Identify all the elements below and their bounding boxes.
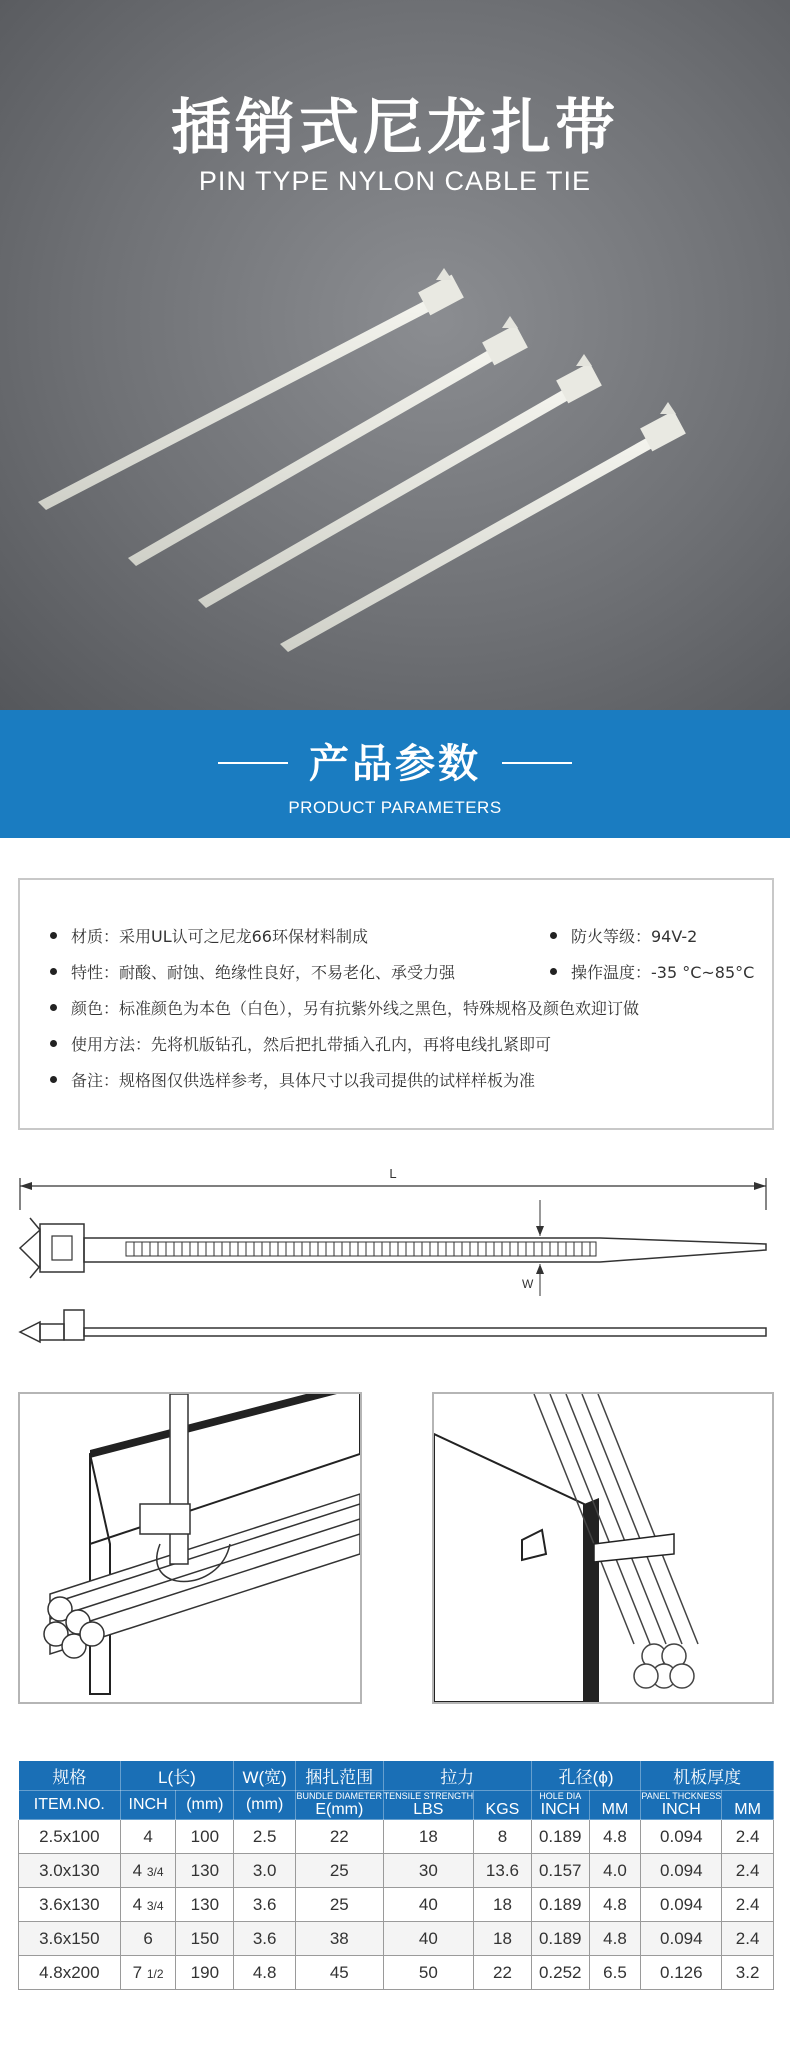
bullet-icon — [50, 1076, 57, 1083]
cell-panel-inch: 0.126 — [641, 1956, 722, 1990]
spec-material: 材质：采用UL认可之尼龙66环保材料制成 — [50, 924, 368, 947]
cell-mm: 100 — [176, 1820, 234, 1854]
cell-panel-mm: 2.4 — [722, 1888, 774, 1922]
hero-section — [0, 0, 790, 710]
cell-width: 3.6 — [234, 1888, 296, 1922]
bullet-icon — [50, 1004, 57, 1011]
cell-panel-inch: 0.094 — [641, 1820, 722, 1854]
cell-lbs: 40 — [383, 1888, 474, 1922]
cell-kgs: 18 — [474, 1888, 532, 1922]
table-row — [19, 1888, 774, 1922]
cell-item: 4.8x200 — [19, 1956, 121, 1990]
cell-hole-mm: 4.8 — [589, 1922, 641, 1956]
spec-features: 特性：耐酸、耐蚀、绝缘性良好，不易老化、承受力强 — [50, 960, 455, 983]
header-hole-en: HOLE DIA — [539, 1791, 582, 1801]
spec-fire-rating: 防火等级：94V-2 — [550, 924, 697, 947]
cell-inch — [120, 1888, 176, 1922]
header-lbs: TENSILE STRENGTH LBS — [383, 1791, 474, 1818]
cell-hole-mm: 4.0 — [589, 1854, 641, 1888]
cell-mm: 190 — [176, 1956, 234, 1990]
cell-hole-inch: 0.189 — [531, 1820, 589, 1854]
spec-table — [18, 1760, 774, 1990]
header-bundle-en: BUNDLE DIAMETER — [296, 1791, 383, 1801]
bullet-icon — [50, 968, 57, 975]
cell-bundle: 38 — [296, 1922, 384, 1956]
cell-width: 2.5 — [234, 1820, 296, 1854]
cell-mm: 130 — [176, 1854, 234, 1888]
cell-hole-inch: 0.252 — [531, 1956, 589, 1990]
header-item-en: ITEM.NO. — [19, 1791, 121, 1820]
cell-item: 2.5x100 — [19, 1820, 121, 1854]
cell-panel-mm: 3.2 — [722, 1956, 774, 1990]
header-length-mm: (mm) — [176, 1791, 234, 1820]
spec-table-body — [19, 1820, 774, 1990]
cell-width: 3.6 — [234, 1922, 296, 1956]
header-width-cn: W(宽) — [234, 1761, 296, 1791]
cell-panel-inch: 0.094 — [641, 1854, 722, 1888]
header-panel-inch: PANEL THCKNESS INCH — [641, 1791, 722, 1818]
cell-bundle: 25 — [296, 1854, 384, 1888]
cell-lbs: 40 — [383, 1922, 474, 1956]
cell-hole-mm: 4.8 — [589, 1888, 641, 1922]
table-row — [19, 1854, 774, 1888]
hero-title: 插销式尼龙扎带 — [171, 93, 619, 163]
cell-hole-inch: 0.189 — [531, 1922, 589, 1956]
cell-width: 3.0 — [234, 1854, 296, 1888]
header-kgs: KGS — [474, 1791, 532, 1820]
cell-hole-inch: 0.157 — [531, 1854, 589, 1888]
cell-inch — [120, 1922, 176, 1956]
header-panel-en: PANEL THCKNESS — [641, 1791, 722, 1801]
install-side-drawing — [434, 1394, 772, 1702]
cell-mm: 130 — [176, 1888, 234, 1922]
cell-width: 4.8 — [234, 1956, 296, 1990]
cell-inch — [120, 1956, 176, 1990]
header-tensile-cn: 拉力 — [383, 1761, 531, 1791]
installation-illustration-side — [432, 1392, 774, 1704]
cell-kgs: 13.6 — [474, 1854, 532, 1888]
cell-inch-whole: 7 — [132, 1962, 143, 1982]
table-row — [19, 1956, 774, 1990]
cell-bundle: 25 — [296, 1888, 384, 1922]
bullet-icon — [550, 932, 557, 939]
header-bundle-sub — [296, 1791, 384, 1820]
header-item-cn: 规格 — [19, 1761, 121, 1791]
cell-hole-inch: 0.189 — [531, 1888, 589, 1922]
cell-hole-mm: 4.8 — [589, 1820, 641, 1854]
cell-panel-mm: 2.4 — [722, 1854, 774, 1888]
parameters-banner — [0, 710, 790, 838]
dimension-diagram — [0, 1160, 790, 1360]
spec-usage: 使用方法：先将机版钻孔，然后把扎带插入孔内，再将电线扎紧即可 — [50, 1032, 551, 1055]
cell-item: 3.6x130 — [19, 1888, 121, 1922]
cell-panel-inch: 0.094 — [641, 1888, 722, 1922]
cell-kgs: 8 — [474, 1820, 532, 1854]
header-bundle-cn: 捆扎范围 — [296, 1761, 384, 1791]
banner-subtitle: PRODUCT PARAMETERS — [288, 798, 502, 817]
cell-inch-whole: 4 — [132, 1860, 143, 1880]
cell-panel-mm: 2.4 — [722, 1922, 774, 1956]
banner-line-right — [502, 762, 572, 764]
spec-temperature: 操作温度：-35 °C~85°C — [550, 960, 754, 983]
cell-panel-inch: 0.094 — [641, 1922, 722, 1956]
bullet-icon — [50, 932, 57, 939]
header-tensile-en: TENSILE STRENGTH — [383, 1791, 474, 1801]
cell-lbs: 50 — [383, 1956, 474, 1990]
cell-item: 3.6x150 — [19, 1922, 121, 1956]
cell-bundle: 45 — [296, 1956, 384, 1990]
header-hole-mm: MM — [589, 1791, 641, 1820]
header-width-mm: (mm) — [234, 1791, 296, 1820]
cable-tie-1 — [38, 268, 464, 510]
install-front-drawing — [20, 1394, 360, 1702]
banner-title: 产品参数 — [309, 741, 481, 787]
cell-inch-whole: 6 — [143, 1928, 153, 1948]
cell-inch-whole: 4 — [132, 1894, 143, 1914]
header-length-cn: L(长) — [120, 1761, 234, 1791]
cell-inch-fraction: 1/2 — [146, 1966, 164, 1981]
header-hole-cn: 孔径(ϕ) — [531, 1761, 641, 1791]
bullet-icon — [50, 1040, 57, 1047]
cell-item: 3.0x130 — [19, 1854, 121, 1888]
spec-remark: 备注：规格图仅供选样参考，具体尺寸以我司提供的试样样板为准 — [50, 1068, 535, 1091]
header-length-inch: INCH — [120, 1791, 176, 1820]
header-hole-inch: HOLE DIA INCH — [531, 1791, 589, 1820]
header-panel-mm: MM — [722, 1791, 774, 1820]
hero-subtitle: PIN TYPE NYLON CABLE TIE — [198, 166, 592, 196]
header-panel-cn: 机板厚度 — [641, 1761, 774, 1791]
header-bundle-unit: E(mm) — [315, 1801, 364, 1818]
length-label: L — [389, 1166, 397, 1181]
installation-illustration-front — [18, 1392, 362, 1704]
cell-hole-mm: 6.5 — [589, 1956, 641, 1990]
cable-ties-photo — [0, 240, 790, 680]
cell-inch-fraction: 3/4 — [146, 1864, 164, 1879]
cell-lbs: 18 — [383, 1820, 474, 1854]
cell-kgs: 18 — [474, 1922, 532, 1956]
cell-inch — [120, 1820, 176, 1854]
table-row — [19, 1820, 774, 1854]
cell-panel-mm: 2.4 — [722, 1820, 774, 1854]
cell-inch — [120, 1854, 176, 1888]
bullet-icon — [550, 968, 557, 975]
cell-bundle: 22 — [296, 1820, 384, 1854]
specs-box — [18, 878, 774, 1130]
width-label: W — [522, 1277, 534, 1291]
cell-inch-fraction: 3/4 — [146, 1898, 164, 1913]
cell-mm: 150 — [176, 1922, 234, 1956]
cell-lbs: 30 — [383, 1854, 474, 1888]
cell-inch-whole: 4 — [143, 1826, 153, 1846]
cell-kgs: 22 — [474, 1956, 532, 1990]
spec-color: 颜色：标准颜色为本色（白色），另有抗紫外线之黑色，特殊规格及颜色欢迎订做 — [50, 996, 639, 1019]
table-row — [19, 1922, 774, 1956]
